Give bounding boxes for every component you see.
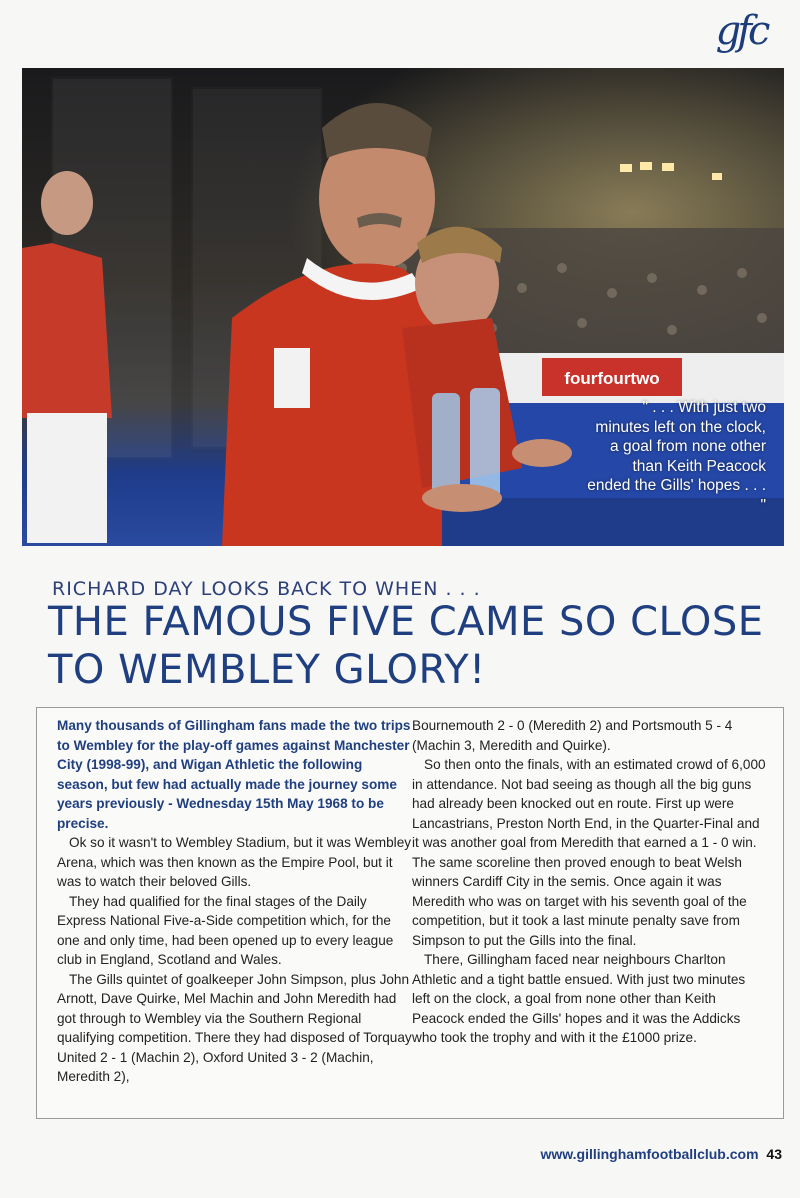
- article-headline: THE FAMOUS FIVE CAME SO CLOSE TO WEMBLEY GLORY!: [48, 599, 764, 693]
- body-paragraph: The Gills quintet of goalkeeper John Simpson, plus John Arnott, Dave Quirke, Mel Machin and John Meredith had got through to Wembley via the Southern Regional qualifying competition. There they had disposed of Torquay United 2 - 1 (Machin 2), Oxford United 3 - 2 (Machin, Meredith 2),: [57, 971, 412, 1084]
- page-footer: [540, 1146, 782, 1162]
- body-paragraph-continued: Bournemouth 2 - 0 (Meredith 2) and Portsmouth 5 - 4 (Machin 3, Meredith and Quirke).: [412, 718, 733, 753]
- article-photo: [22, 68, 784, 546]
- banner-text: fourfourtwo: [564, 369, 660, 388]
- website-link[interactable]: www.gillinghamfootballclub.com: [540, 1146, 759, 1162]
- article-kicker: RICHARD DAY LOOKS BACK TO WHEN . . .: [52, 578, 481, 600]
- body-paragraph: There, Gillingham faced near neighbours Charlton Athletic and a tight battle ensued. With just two minutes left on the clock, a goal from none other than Keith Peacock ended the Gills' hopes and it was the Addicks who took the trophy and with it the £1000 prize.: [412, 952, 746, 1045]
- lead-paragraph: Many thousands of Gillingham fans made the two trips to Wembley for the play-off games against Manchester City (1998-99), and Wigan Athletic the following season, but few had actually made the journey some years previously - Wednesday 15th May 1968 to be precise.: [57, 718, 411, 831]
- body-paragraph: They had qualified for the final stages of the Daily Express National Five-a-Side competition which, for the one and only time, had been opened up to every league club in England, Scotland and Wales.: [57, 893, 394, 967]
- body-paragraph: So then onto the finals, with an estimated crowd of 6,000 in attendance. Not bad seeing as though all the big guns had already been knocked out en route. First up were Lancastrians, Preston North End, in the Quarter-Final and it was another goal from Meredith that earned a 1 - 0 win. The same scoreline then proved enough to beat Welsh winners Cardiff City in the semis. Once again it was Meredith who was on target with his seventh goal of the competition, but it took a last minute penalty save from Simpson to put the Gills into the final.: [412, 757, 766, 948]
- club-logo: gfc: [715, 8, 767, 54]
- article-column-1: [57, 716, 412, 1087]
- pull-quote: " . . . With just two minutes left on the clock, a goal from none other than Keith Peacock ended the Gills' hopes . . . ": [587, 399, 766, 514]
- body-paragraph: Ok so it wasn't to Wembley Stadium, but it was Wembley Arena, which was then known as the Empire Pool, but it was to watch their beloved Gills.: [57, 835, 412, 889]
- page-number: 43: [766, 1146, 782, 1162]
- article-column-2: [412, 716, 767, 1048]
